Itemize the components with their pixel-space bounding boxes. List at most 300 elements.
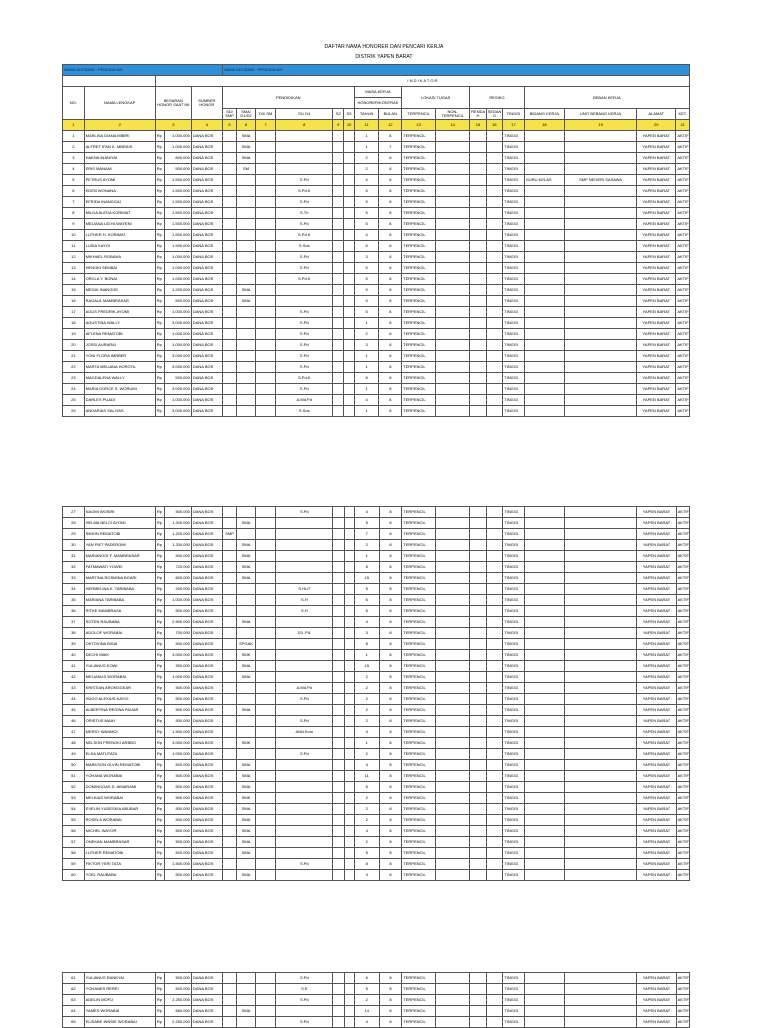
- row-ket: AKTIF: [676, 175, 690, 186]
- row-s3: [344, 639, 354, 650]
- terpencil-header: TERPENCIL: [402, 109, 436, 120]
- row-sedang: [486, 595, 503, 606]
- row-bulan: 8: [379, 628, 402, 639]
- row-honor: 1.200.000: [165, 285, 192, 296]
- table-row: [63, 351, 690, 362]
- row-d3: [255, 406, 276, 417]
- row-sma: SMA: [237, 760, 256, 771]
- row-sd: [222, 263, 236, 274]
- row-terpencil: TERPENCIL: [402, 529, 436, 540]
- row-tinggi: TINGGI: [503, 1006, 525, 1017]
- row-sumber: DANA BOS: [191, 815, 222, 826]
- row-rendah: [470, 683, 487, 694]
- row-tahun: 5: [354, 208, 379, 219]
- row-sma: SMA: [237, 1006, 256, 1017]
- row-d3: [255, 694, 276, 705]
- row-ket: AKTIF: [676, 551, 689, 562]
- row-ket: AKTIF: [676, 296, 690, 307]
- row-unit: [565, 661, 637, 672]
- row-honor: 500.000: [165, 507, 192, 518]
- row-tahun: 2: [354, 672, 379, 683]
- row-nama: MELKIAS WORABAI: [84, 793, 155, 804]
- row-sd: [222, 551, 236, 562]
- instansi-label-right: NAMA INSTANSI : PENDIDIKAN: [222, 65, 689, 76]
- row-unit: [565, 595, 637, 606]
- row-tinggi: TINGGI: [503, 870, 525, 881]
- table-row: [63, 837, 690, 848]
- row-sd: [222, 373, 236, 384]
- row-tahun: 4: [354, 395, 379, 406]
- row-terpencil: TERPENCIL: [402, 362, 436, 373]
- row-sedang: [486, 584, 503, 595]
- row-unit: [564, 340, 636, 351]
- row-sma: [237, 329, 256, 340]
- row-sumber: DANA BOS: [191, 1017, 222, 1028]
- row-bidang: [525, 782, 565, 793]
- row-sedang: [486, 760, 503, 771]
- row-rendah: [470, 540, 487, 551]
- row-sedang: [486, 826, 503, 837]
- row-non-terpencil: [436, 551, 470, 562]
- row-s2: [333, 373, 344, 384]
- row-alamat: YAPEN BARAT: [637, 716, 676, 727]
- row-non-terpencil: [436, 296, 470, 307]
- row-ket: AKTIF: [676, 984, 689, 995]
- row-bulan: 8: [379, 230, 402, 241]
- row-unit: [565, 749, 637, 760]
- row-sma: [237, 318, 256, 329]
- row-no: 3: [63, 153, 85, 164]
- row-sma: SMA: [237, 142, 256, 153]
- row-sedang: [486, 782, 503, 793]
- row-tinggi: TINGGI: [503, 164, 525, 175]
- row-sedang: [486, 164, 502, 175]
- row-s3: [344, 219, 354, 230]
- row-non-terpencil: [436, 230, 470, 241]
- row-no: 37: [63, 617, 85, 628]
- row-nama: DECHI MAIK: [84, 650, 155, 661]
- row-sma: [237, 274, 256, 285]
- row-non-terpencil: [436, 727, 470, 738]
- row-s1: [276, 793, 333, 804]
- row-sumber: DANA BOS: [191, 296, 222, 307]
- row-no: 15: [63, 285, 85, 296]
- row-terpencil: TERPENCIL: [402, 131, 436, 142]
- row-rp: Rp: [155, 252, 164, 263]
- row-no: 50: [63, 760, 85, 771]
- row-sedang: [486, 186, 502, 197]
- row-tinggi: TINGGI: [503, 650, 525, 661]
- row-ket: AKTIF: [676, 848, 689, 859]
- row-bulan: 8: [379, 727, 402, 738]
- row-tahun: 5: [354, 197, 379, 208]
- row-no: 2: [63, 142, 85, 153]
- row-terpencil: TERPENCIL: [402, 406, 436, 417]
- row-sumber: DANA BOS: [191, 716, 222, 727]
- row-alamat: YAPEN BARAT: [637, 252, 676, 263]
- row-tahun: 2: [354, 329, 379, 340]
- row-d3: [255, 540, 276, 551]
- row-alamat: YAPEN BARAT: [637, 329, 676, 340]
- row-s3: [344, 230, 354, 241]
- row-nama: MARTINA ROSMINA BOARI: [84, 573, 155, 584]
- row-s2: [333, 705, 344, 716]
- row-tahun: 1: [354, 738, 379, 749]
- row-bidang: [525, 628, 565, 639]
- table-row: [63, 285, 690, 296]
- row-rp: Rp: [155, 153, 164, 164]
- row-bidang: [524, 406, 564, 417]
- row-s1: [276, 661, 333, 672]
- row-d3: [255, 263, 276, 274]
- row-sma: SPGAK: [237, 639, 256, 650]
- row-tahun: 2: [354, 749, 379, 760]
- row-unit: [565, 727, 637, 738]
- row-honor: 1.500.000: [165, 186, 192, 197]
- row-sumber: DANA BOS: [191, 219, 222, 230]
- row-d3: [255, 529, 276, 540]
- row-rp: Rp: [155, 815, 164, 826]
- row-s1: [276, 617, 333, 628]
- row-s2: [333, 716, 344, 727]
- row-sumber: DANA BOS: [191, 848, 222, 859]
- index-cell: 10: [344, 120, 354, 131]
- row-sd: [222, 973, 236, 984]
- row-s2: [333, 995, 344, 1006]
- row-nama: EDEN WONANA: [84, 186, 155, 197]
- row-d3: [255, 518, 276, 529]
- row-terpencil: TERPENCIL: [402, 815, 436, 826]
- row-rp: Rp: [155, 683, 164, 694]
- row-tahun: 5: [354, 518, 379, 529]
- row-unit: [565, 804, 637, 815]
- table-row: [63, 153, 690, 164]
- row-s1: S.Pd: [276, 307, 333, 318]
- row-bulan: 8: [379, 164, 402, 175]
- row-unit: [565, 760, 637, 771]
- row-sma: [237, 984, 256, 995]
- row-nama: MARIANA TARIBABA: [84, 595, 155, 606]
- row-non-terpencil: [436, 340, 470, 351]
- row-non-terpencil: [436, 186, 470, 197]
- row-bidang: [525, 595, 565, 606]
- row-honor: 1.500.000: [165, 208, 192, 219]
- row-honor: 500.000: [165, 870, 192, 881]
- row-tahun: 2: [354, 705, 379, 716]
- row-sumber: DANA BOS: [191, 241, 222, 252]
- row-tahun: 5: [354, 584, 379, 595]
- row-bulan: 8: [379, 373, 402, 384]
- row-nama: ADOLOF WORABAI: [84, 628, 155, 639]
- row-honor: 500.000: [165, 296, 192, 307]
- row-sumber: DANA BOS: [191, 984, 222, 995]
- row-s3: [344, 285, 354, 296]
- row-non-terpencil: [436, 826, 470, 837]
- row-sumber: DANA BOS: [191, 727, 222, 738]
- row-s3: [344, 153, 354, 164]
- row-tinggi: TINGGI: [503, 848, 525, 859]
- row-bidang: [525, 606, 565, 617]
- row-d3: [255, 859, 276, 870]
- table-row: [63, 859, 690, 870]
- row-rendah: [470, 606, 487, 617]
- table-row: [63, 263, 690, 274]
- row-unit: [564, 373, 636, 384]
- row-no: 34: [63, 584, 85, 595]
- row-s1: S.Pd: [276, 219, 333, 230]
- row-no: 18: [63, 318, 85, 329]
- row-sumber: DANA BOS: [191, 995, 222, 1006]
- row-sd: [222, 307, 236, 318]
- row-sd: [222, 584, 236, 595]
- row-terpencil: TERPENCIL: [402, 973, 436, 984]
- row-rendah: [470, 529, 487, 540]
- row-sma: [237, 628, 256, 639]
- row-sma: SMA: [237, 296, 256, 307]
- row-no: 8: [63, 208, 85, 219]
- row-unit: [565, 551, 637, 562]
- row-unit: [565, 584, 637, 595]
- table-row: [63, 540, 690, 551]
- row-terpencil: TERPENCIL: [402, 507, 436, 518]
- nama-header: NAMA LENGKAP: [84, 87, 155, 120]
- row-sma: [237, 241, 256, 252]
- row-s1: [276, 837, 333, 848]
- row-bulan: 8: [379, 241, 402, 252]
- row-tinggi: TINGGI: [503, 738, 525, 749]
- row-s2: [333, 296, 344, 307]
- row-ket: AKTIF: [676, 661, 689, 672]
- row-non-terpencil: [436, 716, 470, 727]
- index-cell: 15: [470, 120, 486, 131]
- row-ket: AKTIF: [676, 782, 689, 793]
- row-terpencil: TERPENCIL: [402, 995, 436, 1006]
- row-bulan: 8: [379, 153, 402, 164]
- row-bidang: [524, 197, 564, 208]
- row-tinggi: TINGGI: [503, 285, 525, 296]
- row-bulan: 8: [379, 208, 402, 219]
- row-sd: [222, 241, 236, 252]
- row-bidang: [525, 826, 565, 837]
- row-non-terpencil: [436, 617, 470, 628]
- row-ket: AKTIF: [676, 142, 690, 153]
- row-sedang: [486, 175, 502, 186]
- row-unit: [564, 362, 636, 373]
- row-alamat: YAPEN BARAT: [637, 175, 676, 186]
- row-rp: Rp: [155, 738, 164, 749]
- row-alamat: YAPEN BARAT: [637, 186, 676, 197]
- row-ket: AKTIF: [676, 406, 690, 417]
- row-d3: [255, 373, 276, 384]
- row-tinggi: TINGGI: [503, 142, 525, 153]
- row-sumber: DANA BOS: [191, 973, 222, 984]
- row-no: 13: [63, 263, 85, 274]
- row-sedang: [486, 142, 502, 153]
- row-rp: Rp: [155, 296, 164, 307]
- row-sd: [222, 351, 236, 362]
- row-sd: [222, 771, 236, 782]
- row-s3: [344, 573, 354, 584]
- table-row: [63, 727, 690, 738]
- row-sma: [237, 230, 256, 241]
- row-bidang: [525, 727, 565, 738]
- row-rendah: [470, 318, 486, 329]
- row-sd: [222, 219, 236, 230]
- row-terpencil: TERPENCIL: [402, 241, 436, 252]
- row-non-terpencil: [436, 1006, 470, 1017]
- row-sma: [237, 606, 256, 617]
- row-tahun: 2: [354, 164, 379, 175]
- row-tahun: 3: [354, 628, 379, 639]
- row-sedang: [486, 329, 502, 340]
- row-rendah: [470, 406, 486, 417]
- row-s2: [333, 738, 344, 749]
- row-sumber: DANA BOS: [191, 208, 222, 219]
- row-bidang: [525, 749, 565, 760]
- row-bulan: 8: [379, 175, 402, 186]
- row-sumber: DANA BOS: [191, 639, 222, 650]
- instansi-label-left: NAMA INSTANSI : PENDIDIKAN: [63, 65, 223, 76]
- index-cell: 20: [637, 120, 676, 131]
- row-sumber: DANA BOS: [191, 562, 222, 573]
- row-s3: [344, 650, 354, 661]
- row-ket: AKTIF: [676, 340, 690, 351]
- row-sedang: [486, 1006, 503, 1017]
- row-rendah: [470, 142, 486, 153]
- row-d3: [255, 551, 276, 562]
- row-bulan: 8: [379, 771, 402, 782]
- row-terpencil: TERPENCIL: [402, 252, 436, 263]
- row-tinggi: TINGGI: [503, 584, 525, 595]
- row-terpencil: TERPENCIL: [402, 318, 436, 329]
- row-no: 63: [63, 995, 85, 1006]
- row-s3: [344, 793, 354, 804]
- row-sd: [222, 340, 236, 351]
- row-bulan: 8: [379, 661, 402, 672]
- row-nama: ALFRET IFAN K. MBRAIS: [84, 142, 155, 153]
- row-s1: [276, 771, 333, 782]
- row-tahun: 2: [354, 804, 379, 815]
- row-sma: [237, 362, 256, 373]
- row-s3: [344, 973, 354, 984]
- row-sma: [237, 351, 256, 362]
- row-sumber: DANA BOS: [191, 837, 222, 848]
- row-d3: [255, 208, 276, 219]
- row-rendah: [470, 672, 487, 683]
- row-s2: [333, 551, 344, 562]
- row-sma: SMA: [237, 848, 256, 859]
- row-rp: Rp: [155, 628, 164, 639]
- row-rendah: [470, 995, 487, 1006]
- row-s2: [333, 340, 344, 351]
- row-nama: YULIANUS KOWI: [84, 661, 155, 672]
- sedang-header: SEDAN G: [487, 109, 502, 118]
- row-nama: HUGO ALEXIUS KAYOI: [84, 694, 155, 705]
- row-bulan: 8: [379, 131, 402, 142]
- row-s2: [333, 804, 344, 815]
- row-sedang: [486, 307, 502, 318]
- row-sd: [222, 164, 236, 175]
- row-s3: [344, 705, 354, 716]
- row-non-terpencil: [436, 241, 470, 252]
- row-sumber: DANA BOS: [191, 186, 222, 197]
- row-alamat: YAPEN BARAT: [637, 683, 676, 694]
- table-row: [63, 384, 690, 395]
- row-tahun: 1: [354, 131, 379, 142]
- row-alamat: YAPEN BARAT: [637, 984, 676, 995]
- row-d3: [255, 296, 276, 307]
- row-rendah: [470, 793, 487, 804]
- row-s1: [276, 826, 333, 837]
- row-alamat: YAPEN BARAT: [637, 153, 676, 164]
- row-s2: [333, 848, 344, 859]
- row-nama: SOTEN RAUBABA: [84, 617, 155, 628]
- row-tahun: 5: [354, 984, 379, 995]
- row-unit: [565, 870, 637, 881]
- row-alamat: YAPEN BARAT: [637, 340, 676, 351]
- row-no: 20: [63, 340, 85, 351]
- row-s3: [344, 518, 354, 529]
- row-unit: [565, 650, 637, 661]
- row-sma: [237, 197, 256, 208]
- row-sd: [222, 793, 236, 804]
- row-ket: AKTIF: [676, 760, 689, 771]
- row-ket: AKTIF: [676, 529, 689, 540]
- row-no: 5: [63, 175, 85, 186]
- row-rp: Rp: [155, 285, 164, 296]
- row-terpencil: TERPENCIL: [402, 274, 436, 285]
- row-nama: ORCLA Y. BONAI: [84, 274, 155, 285]
- row-sd: [222, 318, 236, 329]
- row-no: 29: [63, 529, 85, 540]
- row-sumber: DANA BOS: [191, 1006, 222, 1017]
- row-s1: S.Pd.K: [276, 186, 333, 197]
- row-s3: [344, 131, 354, 142]
- row-rp: Rp: [155, 584, 164, 595]
- row-rp: Rp: [155, 650, 164, 661]
- row-bidang: [524, 362, 564, 373]
- non-terpencil-header: NON-TERPENCIL: [436, 109, 470, 120]
- row-s2: [333, 749, 344, 760]
- row-rendah: [470, 395, 486, 406]
- row-sedang: [486, 749, 503, 760]
- row-nama: YOHANA WORABAI: [84, 771, 155, 782]
- row-sma: SMA: [237, 540, 256, 551]
- table-row: [63, 595, 690, 606]
- row-tinggi: TINGGI: [503, 639, 525, 650]
- index-cell: 1: [63, 120, 85, 131]
- row-bidang: [525, 859, 565, 870]
- row-s2: [333, 175, 344, 186]
- row-no: 56: [63, 826, 85, 837]
- row-s3: [344, 859, 354, 870]
- row-ket: AKTIF: [676, 219, 690, 230]
- row-tinggi: TINGGI: [503, 307, 525, 318]
- row-tinggi: TINGGI: [503, 219, 525, 230]
- row-ket: AKTIF: [676, 395, 690, 406]
- row-d3: [255, 219, 276, 230]
- row-no: 30: [63, 540, 85, 551]
- row-s3: [344, 804, 354, 815]
- row-honor: 1.000.000: [165, 131, 192, 142]
- row-tinggi: TINGGI: [503, 683, 525, 694]
- row-sedang: [486, 984, 503, 995]
- row-s3: [344, 984, 354, 995]
- row-sd: [222, 573, 236, 584]
- row-honor: 500.000: [165, 815, 192, 826]
- row-s1: [276, 573, 333, 584]
- row-d3: [255, 749, 276, 760]
